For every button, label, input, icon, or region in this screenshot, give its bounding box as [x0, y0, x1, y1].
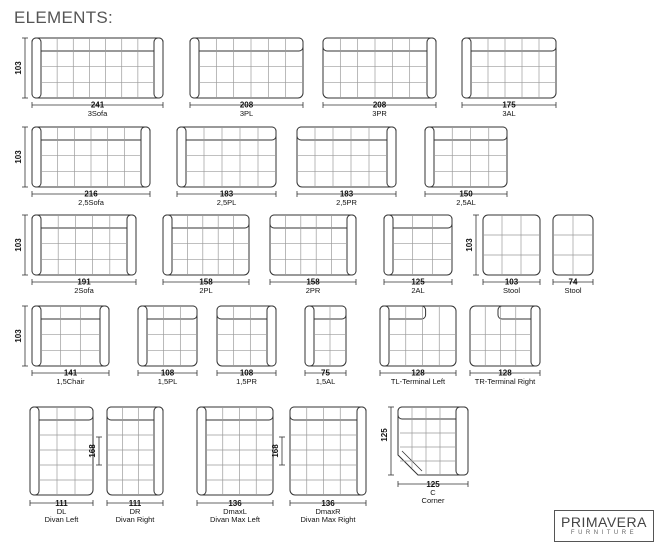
element-name: 2,5PL — [216, 198, 237, 207]
backrest — [32, 306, 109, 319]
element-code: DmaxL — [223, 507, 247, 516]
element-25al — [425, 127, 507, 207]
element-dmaxl — [197, 407, 273, 524]
element-name: Divan Left — [44, 515, 79, 524]
left-arm — [425, 127, 434, 187]
element-name: 3AL — [502, 109, 516, 118]
element-2pl — [163, 215, 249, 295]
width-label: 108 — [239, 368, 254, 378]
element-15pr — [217, 306, 276, 386]
left-arm — [462, 38, 471, 98]
element-name: Divan Max Left — [209, 515, 261, 524]
width-label: 74 — [568, 277, 578, 287]
element-name: 1,5AL — [315, 377, 336, 386]
element-outline — [483, 215, 540, 275]
backrest — [297, 127, 396, 140]
element-tr — [470, 306, 540, 386]
element-15pl — [138, 306, 197, 386]
left-arm — [30, 407, 39, 495]
width-label: 175 — [502, 100, 516, 110]
backrest — [32, 215, 136, 228]
right-arm — [387, 127, 396, 187]
element-code: DmaxR — [315, 507, 341, 516]
element-dmaxr — [271, 407, 366, 524]
element-name: Corner — [421, 496, 445, 505]
element-name: Stool — [564, 286, 582, 295]
width-label: 183 — [219, 189, 234, 199]
right-arm — [154, 407, 163, 495]
backrest — [32, 38, 163, 51]
left-arm — [32, 38, 41, 98]
element-25sofa — [14, 127, 150, 207]
element-name: 1,5Chair — [56, 377, 85, 386]
width-label: 128 — [411, 368, 425, 378]
depth-label: 103 — [465, 238, 474, 252]
right-arm — [427, 38, 436, 98]
width-label: 191 — [77, 277, 91, 287]
element-name: 3PL — [239, 109, 254, 118]
width-label: 183 — [339, 189, 354, 199]
brand-logo — [554, 510, 654, 542]
depth-label: 103 — [14, 150, 23, 164]
logo-tagline: FURNITURE — [570, 530, 638, 536]
backrest — [425, 127, 507, 140]
right-arm — [531, 306, 540, 366]
width-label: 241 — [90, 100, 105, 110]
right-arm — [127, 215, 136, 275]
right-arm — [141, 127, 150, 187]
left-arm — [138, 306, 147, 366]
width-label: 125 — [426, 480, 440, 489]
element-name: 2AL — [411, 286, 425, 295]
width-label: 75 — [321, 368, 330, 378]
width-label: 128 — [498, 368, 512, 378]
width-label: 111 — [55, 499, 68, 508]
element-name: 2,5PR — [336, 198, 357, 207]
backrest — [163, 215, 249, 228]
element-2sofa — [14, 215, 136, 295]
element-15al — [305, 306, 346, 386]
element-2al — [384, 215, 452, 295]
element-3pr — [323, 38, 436, 118]
left-arm — [32, 127, 41, 187]
element-name: 2PL — [199, 286, 213, 295]
width-label: 108 — [160, 368, 175, 378]
width-label: 216 — [84, 189, 98, 199]
element-3sofa — [14, 38, 163, 118]
width-label: 158 — [199, 277, 213, 287]
width-label: 158 — [306, 277, 320, 287]
element-code: DL — [56, 507, 67, 516]
element-tl — [380, 306, 456, 386]
left-arm — [32, 306, 41, 366]
element-dr — [88, 407, 163, 524]
backrest — [323, 38, 436, 51]
element-25pr — [297, 127, 396, 207]
element-25pl — [177, 127, 276, 207]
depth-label: 103 — [14, 61, 23, 75]
width-label: 208 — [372, 100, 387, 110]
backrest — [384, 215, 452, 228]
left-arm — [197, 407, 206, 495]
element-3al — [462, 38, 556, 118]
element-name: Divan Right — [115, 515, 155, 524]
backrest-side — [456, 407, 468, 475]
right-arm — [357, 407, 366, 495]
backrest — [177, 127, 276, 140]
depth-label: 168 — [88, 444, 97, 458]
depth-label: 103 — [14, 329, 23, 343]
left-arm — [177, 127, 186, 187]
element-corner — [380, 407, 468, 505]
left-arm — [190, 38, 199, 98]
element-code: DR — [129, 507, 141, 516]
element-name: 1,5PL — [157, 377, 178, 386]
element-name: TR-Terminal Right — [474, 377, 536, 386]
element-name: 1,5PR — [236, 377, 257, 386]
backrest — [197, 407, 273, 420]
left-arm — [384, 215, 393, 275]
left-arm — [305, 306, 314, 366]
backrest — [290, 407, 366, 420]
depth-label: 103 — [14, 238, 23, 252]
element-15chair — [14, 306, 109, 386]
element-2pr — [270, 215, 356, 295]
left-arm — [163, 215, 172, 275]
left-arm — [32, 215, 41, 275]
element-stool74 — [553, 215, 593, 295]
element-name: 2,5Sofa — [78, 198, 104, 207]
width-label: 141 — [63, 368, 78, 378]
depth-label: 125 — [380, 428, 389, 442]
width-label: 208 — [239, 100, 254, 110]
right-arm — [154, 38, 163, 98]
width-label: 136 — [321, 499, 335, 508]
right-arm — [347, 215, 356, 275]
element-dl — [30, 407, 93, 524]
right-arm — [100, 306, 109, 366]
logo-wordmark: PRIMAVERA — [561, 514, 647, 530]
backrest — [190, 38, 303, 51]
width-label: 150 — [459, 189, 473, 199]
element-name: Stool — [502, 286, 521, 295]
element-name: 3Sofa — [87, 109, 108, 118]
element-code: C — [430, 488, 436, 497]
element-name: 2PR — [305, 286, 321, 295]
page-title: ELEMENTS: — [14, 8, 114, 27]
backrest — [462, 38, 556, 51]
element-name: TL-Terminal Left — [390, 377, 446, 386]
width-label: 136 — [228, 499, 242, 508]
width-label: 103 — [504, 277, 519, 287]
depth-label: 168 — [271, 444, 280, 458]
element-name: 2,5AL — [456, 198, 476, 207]
width-label: 125 — [411, 277, 425, 287]
element-3pl — [190, 38, 303, 118]
element-name: 2Sofa — [74, 286, 94, 295]
left-arm — [380, 306, 389, 366]
right-arm — [267, 306, 276, 366]
width-label: 111 — [128, 499, 142, 508]
element-name: 3PR — [372, 109, 387, 118]
element-stool103 — [465, 215, 540, 295]
backrest — [270, 215, 356, 228]
element-name: Divan Max Right — [300, 515, 356, 524]
